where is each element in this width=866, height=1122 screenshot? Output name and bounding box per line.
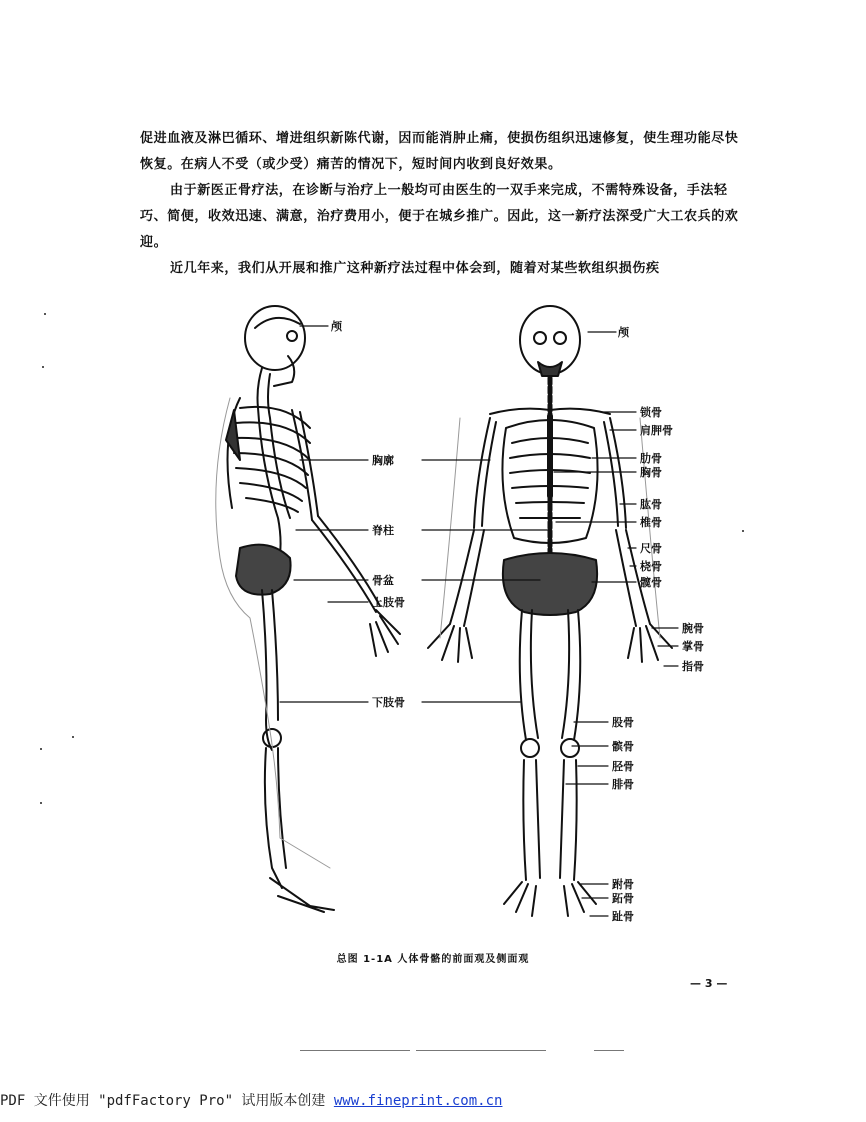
label-ribs: 肋骨 bbox=[640, 452, 662, 465]
scan-speck bbox=[742, 530, 744, 532]
paragraph-2: 由于新医正骨疗法，在诊断与治疗上一般均可由医生的一双手来完成，不需特殊设备，手法轻巧、简便，收效迅速、满意，治疗费用小，便于在城乡推广。因此，这一新疗法深受广大工农兵的欢迎。 bbox=[140, 183, 739, 250]
label-skull-left: 颅 bbox=[331, 320, 342, 333]
label-phalanges: 指骨 bbox=[682, 660, 704, 673]
label-scapula: 肩胛骨 bbox=[640, 424, 673, 437]
pdf-footer bbox=[0, 1090, 502, 1110]
label-radius: 桡骨 bbox=[640, 560, 662, 573]
paragraph-1: 促进血液及淋巴循环、增进组织新陈代谢，因而能消肿止痛，使损伤组织迅速修复，使生理功能尽快恢复。在病人不受（或少受）痛苦的情况下，短时间内收到良好效果。 bbox=[140, 131, 739, 172]
label-upper-limb: 上肢骨 bbox=[372, 596, 405, 609]
label-thorax: 胸廓 bbox=[372, 454, 394, 467]
label-metatarsals: 跖骨 bbox=[612, 892, 634, 905]
label-vertebra: 椎骨 bbox=[640, 516, 662, 529]
scan-speck bbox=[40, 802, 42, 804]
front-view-skeleton bbox=[428, 306, 672, 916]
skeleton-figure bbox=[200, 298, 760, 930]
label-skull-right: 颅 bbox=[618, 326, 629, 339]
footer-text: PDF 文件使用 "pdfFactory Pro" 试用版本创建 bbox=[0, 1093, 334, 1109]
label-metacarpals: 掌骨 bbox=[682, 640, 704, 653]
leader-lines bbox=[280, 326, 678, 916]
scan-speck bbox=[44, 313, 46, 315]
label-lower-limb: 下肢骨 bbox=[372, 696, 405, 709]
label-tibia: 胫骨 bbox=[612, 760, 634, 773]
label-clavicle: 锁骨 bbox=[640, 406, 662, 419]
label-pelvis: 骨盆 bbox=[372, 574, 394, 587]
label-carpals: 腕骨 bbox=[682, 622, 704, 635]
paragraph-3: 近几年来，我们从开展和推广这种新疗法过程中体会到，随着对某些软组织损伤疾 bbox=[170, 261, 660, 276]
side-view-skeleton bbox=[216, 306, 400, 912]
label-fibula: 腓骨 bbox=[612, 778, 634, 791]
scan-speck bbox=[42, 366, 44, 368]
label-humerus: 肱骨 bbox=[640, 498, 662, 511]
label-ulna: 尺骨 bbox=[640, 542, 662, 555]
label-tarsals: 跗骨 bbox=[612, 878, 634, 891]
label-toes: 趾骨 bbox=[612, 910, 634, 923]
scan-line bbox=[594, 1050, 624, 1051]
label-ilium: 髋骨 bbox=[640, 576, 662, 589]
label-patella: 髌骨 bbox=[612, 740, 634, 753]
label-sternum: 胸骨 bbox=[640, 466, 662, 479]
page-number: — 3 — bbox=[690, 977, 728, 990]
footer-link[interactable]: www.fineprint.com.cn bbox=[333, 1093, 503, 1109]
scan-speck bbox=[72, 736, 74, 738]
label-femur: 股骨 bbox=[612, 716, 634, 729]
scan-line bbox=[416, 1050, 546, 1051]
label-spine: 脊柱 bbox=[372, 524, 394, 537]
figure-caption: 总图 1-1A 人体骨骼的前面观及侧面观 bbox=[336, 954, 530, 965]
scan-line bbox=[300, 1050, 410, 1051]
scan-speck bbox=[40, 748, 42, 750]
